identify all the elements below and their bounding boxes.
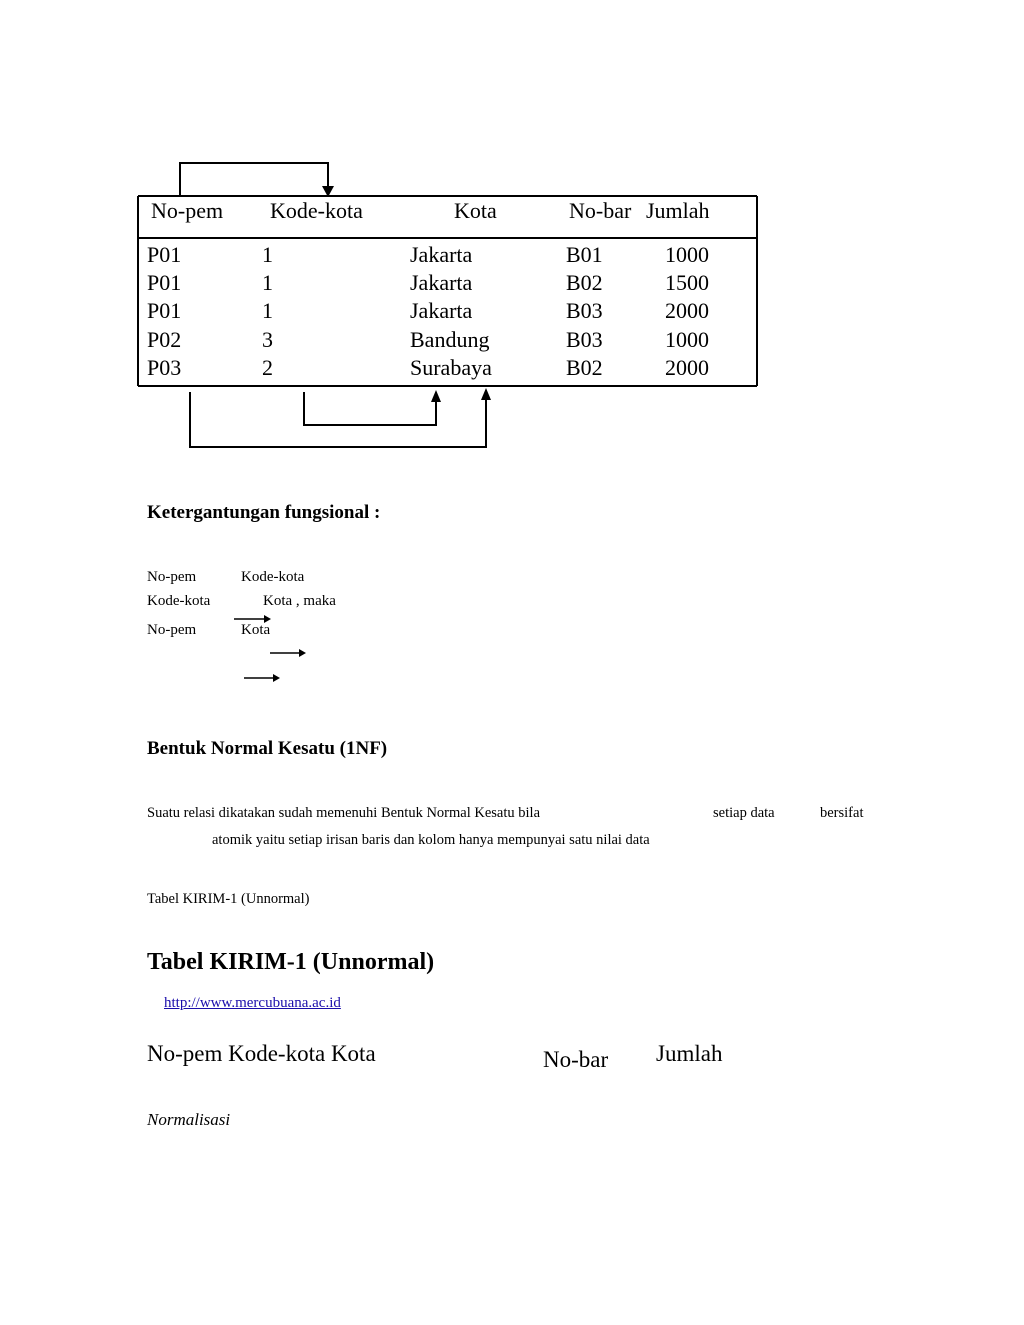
cell: 1000 [665,242,709,267]
cell: P01 [147,298,182,323]
cell: Jakarta [410,242,473,267]
fd-line-3-left: No-pem [147,622,197,638]
header-no-bar: No-bar [569,198,632,223]
cell: B03 [566,327,603,352]
cell: 2000 [665,355,709,380]
columns-line: No-pem Kode-kota Kota [147,1041,376,1066]
cell: B02 [566,270,603,295]
cell: Bandung [410,327,490,352]
cell: B02 [566,355,603,380]
fd-line-1-right: Kode-kota [241,569,305,585]
header-jumlah: Jumlah [646,198,710,223]
fd-heading: Ketergantungan fungsional : [147,502,381,523]
website-link[interactable]: http://www.mercubuana.ac.id [164,995,341,1011]
nf1-paragraph-line2: atomik yaitu setiap irisan baris dan kolom hanya mempunyai satu nilai data [212,832,650,848]
fd-line-2-right: Kota , maka [263,593,336,609]
arrow-right-icon [273,674,280,682]
cell: 1 [262,242,273,267]
cell: 2000 [665,298,709,323]
fd-line-1-left: No-pem [147,569,197,585]
cell: B03 [566,298,603,323]
nf1-paragraph-part3: bersifat [820,805,864,821]
table-caption-small: Tabel KIRIM-1 (Unnormal) [147,891,310,907]
cell: Surabaya [410,355,492,380]
cell: P02 [147,327,182,352]
table-caption-title: Tabel KIRIM-1 (Unnormal) [147,949,435,975]
cell: P03 [147,355,182,380]
column-no-bar: No-bar [543,1047,609,1072]
cell: Jakarta [410,270,473,295]
header-kota: Kota [454,198,497,223]
cell: B01 [566,242,603,267]
cell: 1 [262,298,273,323]
arrow-right-icon [264,615,271,623]
fd-line-2-left: Kode-kota [147,593,211,609]
nf1-paragraph-part2: setiap data [713,805,775,821]
nf1-heading: Bentuk Normal Kesatu (1NF) [147,738,388,759]
header-kode-kota: Kode-kota [270,198,363,223]
arrow-right-icon [299,649,306,657]
header-no-pem: No-pem [151,198,224,223]
column-jumlah: Jumlah [656,1041,723,1066]
cell: 1500 [665,270,709,295]
cell: P01 [147,270,182,295]
nf1-paragraph-part1: Suatu relasi dikatakan sudah memenuhi Bentuk Normal Kesatu bila [147,805,541,821]
cell: 2 [262,355,273,380]
cell: 3 [262,327,273,352]
fd-line-3-right: Kota [241,622,271,638]
cell: 1 [262,270,273,295]
cell: P01 [147,242,182,267]
footer-normalisasi: Normalisasi [147,1110,231,1129]
cell: Jakarta [410,298,473,323]
cell: 1000 [665,327,709,352]
